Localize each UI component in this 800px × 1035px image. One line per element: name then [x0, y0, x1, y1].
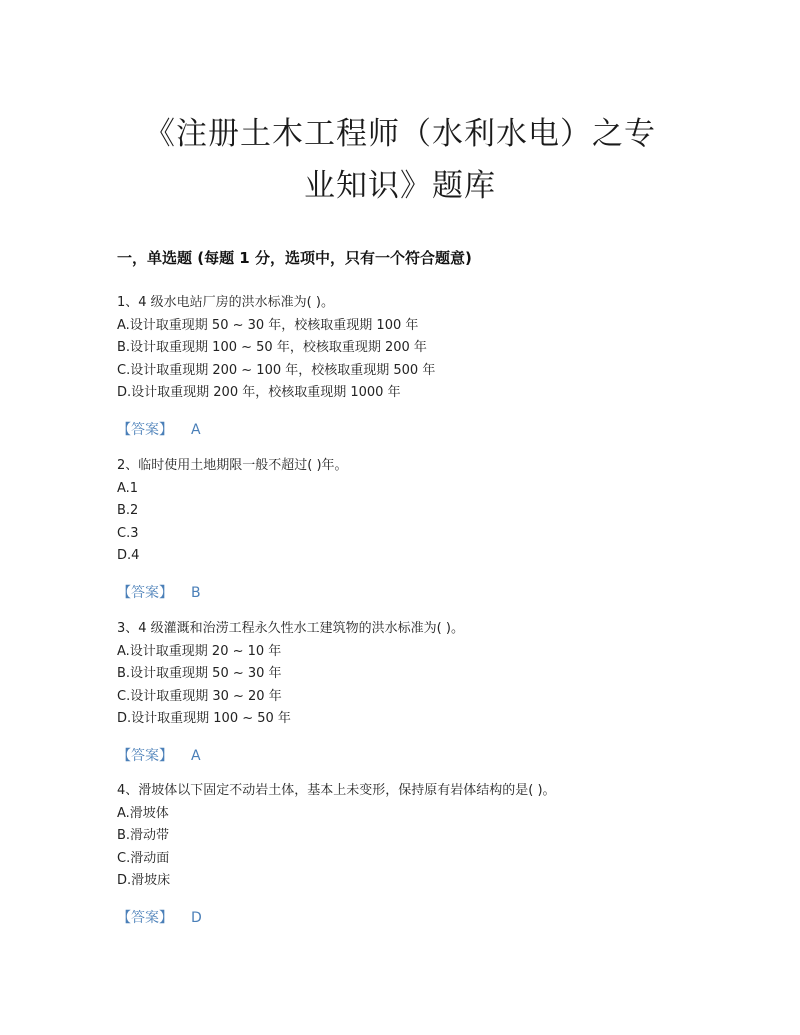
option-d: D.4: [117, 548, 140, 564]
option-c: C.3: [117, 525, 139, 541]
option-b: B.2: [117, 503, 139, 519]
option-d: D.设计取重现期 100 ~ 50 年: [117, 711, 291, 727]
question-block-4: [117, 780, 717, 929]
option-d: D.设计取重现期 200 年，校核取重现期 1000 年: [117, 385, 401, 401]
answer-value: B: [191, 584, 201, 601]
answer-value: A: [191, 421, 201, 438]
option-b: B.设计取重现期 50 ~ 30 年: [117, 666, 282, 682]
answer-line: [117, 582, 717, 604]
answer-line: [117, 419, 717, 441]
option-a: A.设计取重现期 20 ~ 10 年: [117, 643, 282, 659]
option-a: A.设计取重现期 50 ~ 30 年，校核取重现期 100 年: [117, 317, 419, 333]
option-a: A.1: [117, 480, 139, 496]
answer-label: 【答案】: [117, 584, 173, 601]
document-title-line1: 《注册土木工程师（水利水电）之专: [144, 116, 656, 152]
question-stem: 1、4 级水电站厂房的洪水标准为( )。: [117, 295, 334, 310]
option-b: B.设计取重现期 100 ~ 50 年，校核取重现期 200 年: [117, 340, 427, 356]
answer-value: D: [191, 909, 202, 926]
document-title-line2: 业知识》题库: [304, 168, 496, 204]
answer-line: [117, 745, 717, 767]
option-c: C.设计取重现期 30 ~ 20 年: [117, 688, 282, 704]
question-block-1: [117, 292, 717, 441]
option-b: B.滑动带: [117, 828, 170, 844]
answer-line: [117, 907, 717, 929]
question-block-3: [117, 618, 717, 767]
option-d: D.滑坡床: [117, 873, 171, 889]
question-stem: 3、4 级灌溉和治涝工程永久性水工建筑物的洪水标准为( )。: [117, 621, 464, 636]
option-c: C.滑动面: [117, 850, 170, 866]
option-a: A.滑坡体: [117, 805, 169, 821]
question-block-2: [117, 455, 717, 604]
answer-label: 【答案】: [117, 421, 173, 438]
question-stem: 2、临时使用土地期限一般不超过( )年。: [117, 458, 348, 473]
answer-label: 【答案】: [117, 747, 173, 764]
option-c: C.设计取重现期 200 ~ 100 年，校核取重现期 500 年: [117, 362, 436, 378]
answer-value: A: [191, 747, 201, 764]
question-stem: 4、滑坡体以下固定不动岩土体，基本上未变形，保持原有岩体结构的是( )。: [117, 783, 556, 798]
section-heading: 一，单选题 (每题 1 分，选项中，只有一个符合题意): [117, 249, 472, 267]
answer-label: 【答案】: [117, 909, 173, 926]
